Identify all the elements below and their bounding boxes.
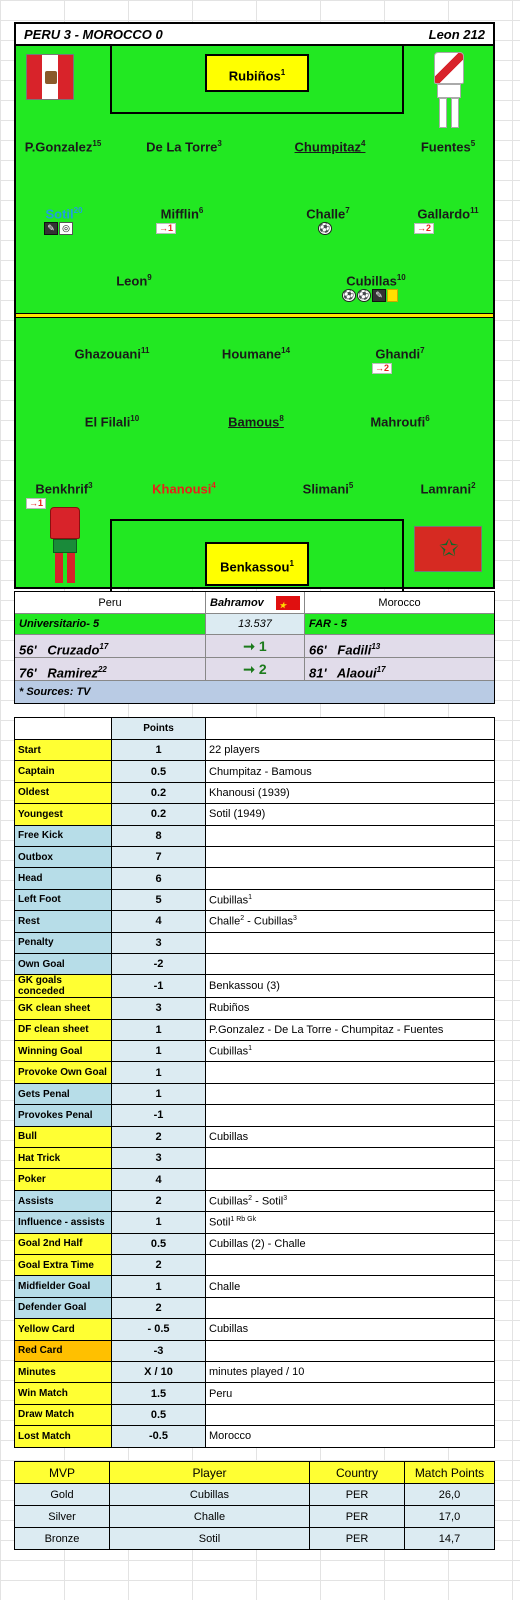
ball-icon: ⚽ xyxy=(358,290,370,300)
points-label: Gets Penal xyxy=(15,1083,112,1104)
player-benkhrif: Benkhrif$^3$ xyxy=(35,481,93,497)
clubs-row xyxy=(15,614,494,635)
points-row xyxy=(15,1019,495,1040)
points-label: Oldest xyxy=(15,782,112,803)
points-label: Minutes xyxy=(15,1361,112,1382)
points-description: Chumpitaz - Bamous xyxy=(206,761,495,782)
points-row xyxy=(15,1361,495,1382)
yellow-card-icon xyxy=(387,289,398,302)
mvp-player: Cubillas xyxy=(110,1484,310,1506)
points-row xyxy=(15,740,495,761)
assist-icon: ◎ xyxy=(59,222,73,235)
player-fuentes: Fuentes$^5$ xyxy=(420,139,476,155)
points-row xyxy=(15,1297,495,1318)
boot-icon: ✎ xyxy=(44,222,58,235)
points-description xyxy=(206,1340,495,1361)
morocco-goalkeeper: Benkassou$^1$ xyxy=(205,542,309,586)
points-value: 0.5 xyxy=(112,1404,206,1425)
points-label: Head xyxy=(15,868,112,889)
points-header: Points xyxy=(112,718,206,740)
mvp-points: 14,7 xyxy=(405,1528,495,1550)
points-description xyxy=(206,1404,495,1425)
points-value: 4 xyxy=(112,911,206,932)
player-leon: Leon$^9$ xyxy=(116,273,152,289)
points-label: Own Goal xyxy=(15,953,112,974)
points-value: -2 xyxy=(112,953,206,974)
player-mahroufi: Mahroufi$^6$ xyxy=(370,414,430,430)
mvp-row xyxy=(15,1528,495,1550)
points-value: 2 xyxy=(112,1190,206,1211)
player-de-la-torre: De La Torre$^3$ xyxy=(146,139,222,155)
points-value: 2 xyxy=(112,1126,206,1147)
points-label: Captain xyxy=(15,761,112,782)
mvp-country: PER xyxy=(310,1528,405,1550)
player-challe: Challe$^7$ xyxy=(306,206,350,222)
points-row xyxy=(15,782,495,803)
mvp-medal: Gold xyxy=(15,1484,110,1506)
points-description: Cubillas$^1$ xyxy=(206,889,495,910)
points-table xyxy=(14,717,495,1448)
points-label: Hat Trick xyxy=(15,1148,112,1169)
points-row xyxy=(15,1148,495,1169)
match-info xyxy=(14,591,495,704)
match-header xyxy=(16,24,493,46)
player-ghazouani: Ghazouani$^{11}$ xyxy=(74,346,150,362)
points-row xyxy=(15,1383,495,1404)
points-label: GK goals conceded xyxy=(15,975,112,998)
points-description xyxy=(206,1169,495,1190)
points-row xyxy=(15,1190,495,1211)
mvp-points: 26,0 xyxy=(405,1484,495,1506)
points-row xyxy=(15,953,495,974)
pitch xyxy=(14,22,495,589)
boot-icon: ✎ xyxy=(372,289,386,302)
mvp-medal: Silver xyxy=(15,1506,110,1528)
points-row xyxy=(15,1083,495,1104)
sub-marker-1: ➞ 1 xyxy=(205,635,305,657)
points-value: 1 xyxy=(112,1276,206,1297)
mvp-player: Challe xyxy=(110,1506,310,1528)
points-label: Penalty xyxy=(15,932,112,953)
sub-out-arrow-2: →2 xyxy=(414,223,434,234)
points-row xyxy=(15,1254,495,1275)
points-label: Provoke Own Goal xyxy=(15,1062,112,1083)
points-value: 1 xyxy=(112,1083,206,1104)
points-value: 0.5 xyxy=(112,761,206,782)
points-value: 3 xyxy=(112,932,206,953)
points-label: Left Foot xyxy=(15,889,112,910)
points-value: 1 xyxy=(112,1062,206,1083)
points-value: 6 xyxy=(112,868,206,889)
points-description xyxy=(206,825,495,846)
points-label: Yellow Card xyxy=(15,1319,112,1340)
points-row xyxy=(15,932,495,953)
sources-row xyxy=(15,681,494,703)
points-value: 2 xyxy=(112,1254,206,1275)
mvp-header-row: MVP Player Country Match Points xyxy=(15,1462,495,1484)
points-value: 3 xyxy=(112,998,206,1019)
player-el-filali: El Filali$^{10}$ xyxy=(84,414,140,430)
points-value: 1 xyxy=(112,1041,206,1062)
teams-row xyxy=(15,592,494,614)
sub-out-arrow-1: →1 xyxy=(156,223,176,234)
points-description: Sotil (1949) xyxy=(206,804,495,825)
points-description: Cubillas$^1$ xyxy=(206,1041,495,1062)
mvp-country: PER xyxy=(310,1484,405,1506)
points-description xyxy=(206,1062,495,1083)
points-description: Cubillas$^2$ - Sotil$^3$ xyxy=(206,1190,495,1211)
points-label: Rest xyxy=(15,911,112,932)
sub-row-2: 76' Ramirez$^{22}$ ➞ 2 81' Alaoui$^{17}$ xyxy=(15,658,494,681)
points-header-row xyxy=(15,718,495,740)
points-row xyxy=(15,1212,495,1233)
mvp-table xyxy=(14,1461,495,1550)
challe-icons xyxy=(318,222,332,235)
points-label: Bull xyxy=(15,1126,112,1147)
points-row xyxy=(15,1340,495,1361)
mvp-row xyxy=(15,1484,495,1506)
points-value: -1 xyxy=(112,975,206,998)
away-club: FAR - 5 xyxy=(309,618,347,630)
morocco-kit xyxy=(48,507,82,587)
points-description: P.Gonzalez - De La Torre - Chumpitaz - Fuentes xyxy=(206,1019,495,1040)
points-row xyxy=(15,1233,495,1254)
points-row xyxy=(15,761,495,782)
points-row xyxy=(15,804,495,825)
points-value: 4 xyxy=(112,1169,206,1190)
ball-icon: ⚽ xyxy=(343,290,355,300)
points-description xyxy=(206,1105,495,1126)
points-label: Provokes Penal xyxy=(15,1105,112,1126)
mvp-points: 17,0 xyxy=(405,1506,495,1528)
away-team: Morocco xyxy=(378,597,421,609)
points-description xyxy=(206,846,495,867)
sub-row-1: 56' Cruzado$^{17}$ ➞ 1 66' Fadili$^{13}$ xyxy=(15,635,494,658)
points-value: 8 xyxy=(112,825,206,846)
points-row xyxy=(15,1105,495,1126)
points-label: Start xyxy=(15,740,112,761)
points-value: 5 xyxy=(112,889,206,910)
player-gallardo: Gallardo$^{11}$ xyxy=(417,206,479,222)
peru-goalkeeper: Rubiños$^1$ xyxy=(205,54,309,92)
points-value: 1.5 xyxy=(112,1383,206,1404)
morocco-flag: ✩ xyxy=(414,526,482,572)
points-label: Draw Match xyxy=(15,1404,112,1425)
points-row xyxy=(15,1062,495,1083)
points-label: Goal Extra Time xyxy=(15,1254,112,1275)
points-label: Poker xyxy=(15,1169,112,1190)
player-houmane: Houmane$^{14}$ xyxy=(221,346,291,362)
points-description: Benkassou (3) xyxy=(206,975,495,998)
mvp-row xyxy=(15,1506,495,1528)
points-description: Cubillas xyxy=(206,1319,495,1340)
points-row xyxy=(15,1126,495,1147)
points-description xyxy=(206,1254,495,1275)
points-description: Cubillas (2) - Challe xyxy=(206,1233,495,1254)
points-value: X / 10 xyxy=(112,1361,206,1382)
player-mifflin: Mifflin$^6$ xyxy=(160,206,204,222)
points-row xyxy=(15,1404,495,1425)
points-row xyxy=(15,998,495,1019)
points-value: -0.5 xyxy=(112,1426,206,1447)
points-value: 3 xyxy=(112,1148,206,1169)
points-description: Rubiños xyxy=(206,998,495,1019)
points-description xyxy=(206,1297,495,1318)
points-row xyxy=(15,825,495,846)
mvp-player: Sotil xyxy=(110,1528,310,1550)
points-label: Winning Goal xyxy=(15,1041,112,1062)
points-description: minutes played / 10 xyxy=(206,1361,495,1382)
player-chumpitaz: Chumpitaz$^4$ xyxy=(294,139,366,155)
home-club: Universitario- 5 xyxy=(19,618,100,630)
player-ghandi: Ghandi$^7$ xyxy=(375,346,425,362)
points-row xyxy=(15,889,495,910)
points-label: Defender Goal xyxy=(15,1297,112,1318)
points-description: Sotil$^{1 Rb Gk}$ xyxy=(206,1212,495,1233)
referee-flag xyxy=(276,596,300,610)
points-value: 1 xyxy=(112,740,206,761)
points-description xyxy=(206,932,495,953)
points-row xyxy=(15,1276,495,1297)
points-label: GK clean sheet xyxy=(15,998,112,1019)
points-description: Morocco xyxy=(206,1426,495,1447)
points-label: Red Card xyxy=(15,1340,112,1361)
player-bamous: Bamous$^8$ xyxy=(228,414,284,430)
referee: Bahramov ★ xyxy=(205,592,305,613)
points-value: 1 xyxy=(112,1212,206,1233)
points-row xyxy=(15,1426,495,1447)
points-row xyxy=(15,1319,495,1340)
points-row xyxy=(15,846,495,867)
match-score: PERU 3 - MOROCCO 0 xyxy=(24,27,163,42)
player-slimani: Slimani$^5$ xyxy=(302,481,354,497)
sub-out-arrow-2: →2 xyxy=(372,363,392,374)
points-description xyxy=(206,1083,495,1104)
points-label: Lost Match xyxy=(15,1426,112,1447)
points-description: Khanousi (1939) xyxy=(206,782,495,803)
sources: * Sources: TV xyxy=(19,686,91,698)
mvp-medal: Bronze xyxy=(15,1528,110,1550)
points-label: Win Match xyxy=(15,1383,112,1404)
points-description xyxy=(206,953,495,974)
halfway-line xyxy=(16,313,493,318)
points-description: 22 players xyxy=(206,740,495,761)
points-label: Free Kick xyxy=(15,825,112,846)
points-description: Challe xyxy=(206,1276,495,1297)
points-value: - 0.5 xyxy=(112,1319,206,1340)
peru-kit xyxy=(432,52,466,132)
points-label: DF clean sheet xyxy=(15,1019,112,1040)
ball-icon: ⚽ xyxy=(319,223,331,233)
points-value: 1 xyxy=(112,1019,206,1040)
attendance: 13.537 xyxy=(205,614,305,634)
points-value: 2 xyxy=(112,1297,206,1318)
peru-flag xyxy=(26,54,74,100)
points-description: Challe$^2$ - Cubillas$^3$ xyxy=(206,911,495,932)
cubillas-icons xyxy=(342,289,398,302)
points-row xyxy=(15,1169,495,1190)
mvp-country: PER xyxy=(310,1506,405,1528)
points-label: Outbox xyxy=(15,846,112,867)
sotil-icons xyxy=(44,222,73,235)
points-description xyxy=(206,868,495,889)
points-value: 0.2 xyxy=(112,782,206,803)
points-value: 0.2 xyxy=(112,804,206,825)
points-description xyxy=(206,1148,495,1169)
points-label: Assists xyxy=(15,1190,112,1211)
mvp-label: Leon 212 xyxy=(428,27,485,42)
points-label: Youngest xyxy=(15,804,112,825)
player-p-gonzalez: P.Gonzalez$^{15}$ xyxy=(24,139,102,155)
points-row xyxy=(15,868,495,889)
home-team: Peru xyxy=(98,597,122,609)
points-value: 0.5 xyxy=(112,1233,206,1254)
player-khanousi: Khanousi$^4$ xyxy=(152,481,216,497)
points-value: -3 xyxy=(112,1340,206,1361)
points-label: Goal 2nd Half xyxy=(15,1233,112,1254)
points-row xyxy=(15,911,495,932)
points-value: -1 xyxy=(112,1105,206,1126)
points-description: Cubillas xyxy=(206,1126,495,1147)
points-label: Midfielder Goal xyxy=(15,1276,112,1297)
sub-marker-2: ➞ 2 xyxy=(205,658,305,680)
points-row xyxy=(15,1041,495,1062)
sub-out-arrow-1: →1 xyxy=(26,498,46,509)
points-label: Influence - assists xyxy=(15,1212,112,1233)
player-lamrani: Lamrani$^2$ xyxy=(420,481,476,497)
player-sotil: Sotil$^{20}$ xyxy=(45,206,83,222)
points-row xyxy=(15,975,495,998)
points-value: 7 xyxy=(112,846,206,867)
player-cubillas: Cubillas$^{10}$ xyxy=(346,273,406,289)
points-description: Peru xyxy=(206,1383,495,1404)
